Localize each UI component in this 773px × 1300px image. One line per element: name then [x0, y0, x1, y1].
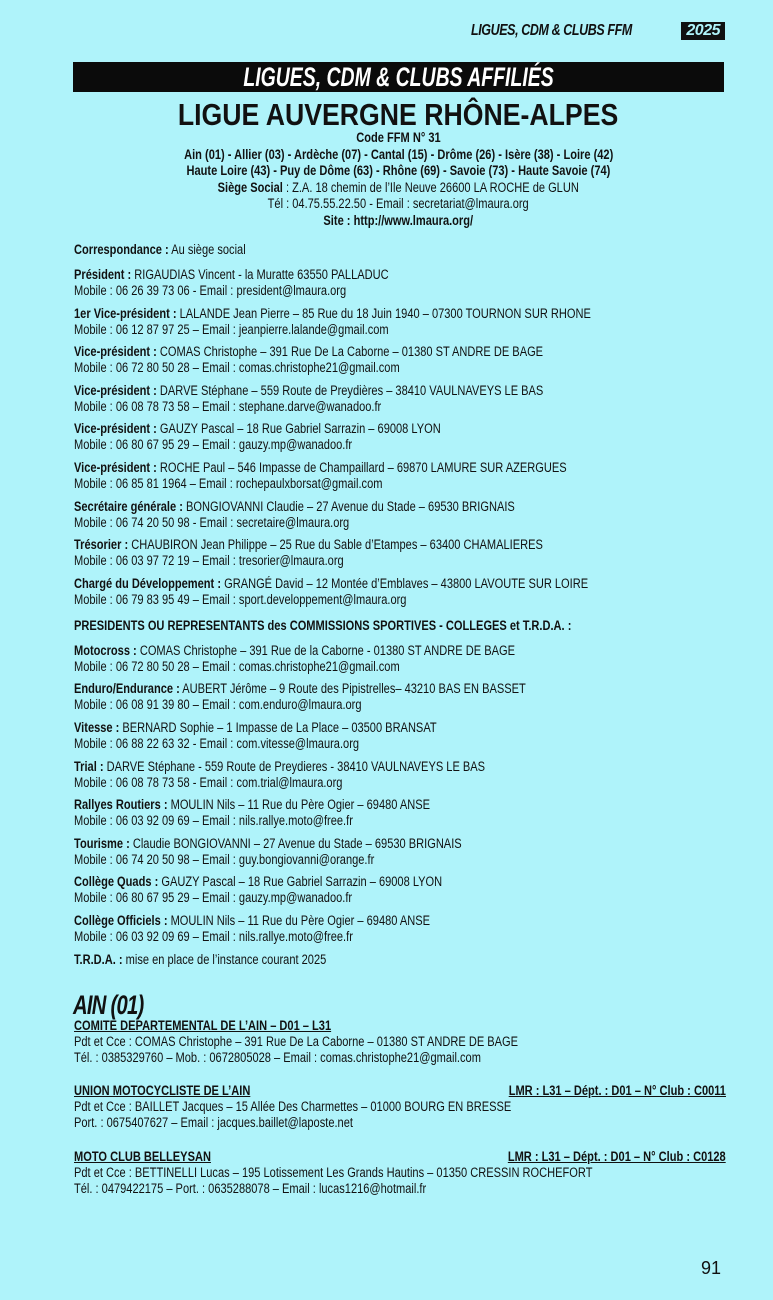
- ligue-tel: Tél : 04.75.55.22.50 - Email : secretariat@lmaura.org: [267, 196, 530, 212]
- bureau-list: [74, 267, 726, 608]
- contact-entry: [74, 267, 726, 299]
- contact-role: Vice-président :: [74, 344, 157, 360]
- contact-line-2: [74, 476, 726, 492]
- contact-phone-email: Mobile : 06 03 97 72 19 – Email : tresorier@lmaura.org: [74, 553, 344, 569]
- contact-line-2: [74, 360, 726, 376]
- contact-phone-email: Mobile : 06 03 92 09 69 – Email : nils.rallye.moto@free.fr: [74, 928, 353, 944]
- contact-phone-email: Mobile : 06 79 83 95 49 – Email : sport.developpement@lmaura.org: [74, 591, 407, 607]
- contact-role: Collège Officiels :: [74, 912, 168, 928]
- contact-role: Collège Quads :: [74, 874, 159, 890]
- contact-role: Vice-président :: [74, 421, 157, 437]
- ligue-siege: Siège Social : Z.A. 18 chemin de l’Ile Neuve 26600 LA ROCHE de GLUN: [217, 179, 580, 195]
- comite-name: COMITE DEPARTEMENTAL DE L’AIN – D01 – L31: [74, 1018, 332, 1033]
- contact-line-1: [74, 460, 726, 476]
- contact-line-1: [74, 383, 726, 399]
- contact-line-2: [74, 592, 726, 608]
- club-entry: [74, 1149, 726, 1197]
- contact-address: CHAUBIRON Jean Philippe – 25 Rue du Sable d’Etampes – 63400 CHAMALIERES: [128, 537, 543, 553]
- contact-line-2: [74, 322, 726, 338]
- contact-address: GRANGÉ David – 12 Montée d’Emblaves – 43800 LAVOUTE SUR LOIRE: [221, 575, 589, 591]
- contact-phone-email: Mobile : 06 26 39 73 06 - Email : president@lmaura.org: [74, 283, 347, 298]
- club-line-2: Port. : 0675407627 – Email : jacques.baillet@laposte.net: [74, 1115, 353, 1130]
- contact-address: DARVE Stéphane – 559 Route de Preydières – 38410 VAULNAVEYS LE BAS: [156, 382, 544, 398]
- contact-line-2: [74, 437, 726, 453]
- contact-line-1: [74, 643, 726, 659]
- contact-entry: [74, 720, 726, 752]
- contact-phone-email: Mobile : 06 12 87 97 25 – Email : jeanpierre.lalande@gmail.com: [74, 321, 389, 337]
- contact-line-2: [74, 736, 726, 752]
- contact-phone-email: Mobile : 06 74 20 50 98 – Email : guy.bongiovanni@orange.fr: [74, 851, 375, 867]
- section-banner: [73, 62, 724, 92]
- ligue-site-link[interactable]: Site : http://www.lmaura.org/: [323, 212, 474, 228]
- contact-line-2: [74, 929, 726, 945]
- contact-entry: [74, 344, 726, 376]
- ligue-departements-1: Ain (01) - Allier (03) - Ardèche (07) - Cantal (15) - Drôme (26) - Isère (38) - Loire (42): [183, 146, 614, 162]
- contact-phone-email: Mobile : 06 08 78 73 58 – Email : stephane.darve@wanadoo.fr: [74, 398, 382, 414]
- contact-entry: [74, 874, 726, 906]
- contact-line-1: [74, 267, 726, 283]
- contact-address: GAUZY Pascal – 18 Rue Gabriel Sarrazin – 69008 LYON: [158, 874, 443, 890]
- ligue-departements-2: Haute Loire (43) - Puy de Dôme (63) - Rhône (69) - Savoie (73) - Haute Savoie (74): [186, 163, 611, 179]
- comite-line-1: Pdt et Cce : COMAS Christophe – 391 Rue De La Caborne – 01380 ST ANDRE DE BAGE: [74, 1034, 519, 1049]
- contact-entry: [74, 537, 726, 569]
- contact-line-2: [74, 775, 726, 791]
- commissions-list: [74, 643, 726, 945]
- contact-entry: [74, 643, 726, 675]
- contact-line-1: [74, 421, 726, 437]
- contact-address: BERNARD Sophie – 1 Impasse de La Place – 03500 BRANSAT: [119, 719, 437, 735]
- contact-role: Vice-président :: [74, 459, 157, 475]
- contact-entry: [74, 681, 726, 713]
- ligue-title: [73, 96, 724, 134]
- contact-address: AUBERT Jérôme – 9 Route des Pipistrelles– 43210 BAS EN BASSET: [179, 681, 526, 697]
- contact-line-1: [74, 759, 726, 775]
- contact-line-1: [74, 537, 726, 553]
- commissions-header: PRESIDENTS OU REPRESENTANTS des COMMISSIONS SPORTIVES - COLLEGES et T.R.D.A. :: [74, 617, 572, 633]
- contact-line-2: [74, 890, 726, 906]
- contact-address: DARVE Stéphane - 559 Route de Preydieres - 38410 VAULNAVEYS LE BAS: [103, 758, 486, 774]
- contact-address: COMAS Christophe – 391 Rue De La Caborne – 01380 ST ANDRE DE BAGE: [156, 344, 544, 360]
- contact-entry: [74, 421, 726, 453]
- club-code: LMR : L31 – Dépt. : D01 – N° Club : C0128: [508, 1149, 726, 1164]
- ligue-code: Code FFM N° 31: [356, 130, 441, 145]
- contact-line-2: [74, 553, 726, 569]
- club-entry: [74, 1083, 726, 1131]
- correspondance: Correspondance : Au siège social: [74, 242, 246, 257]
- contact-entry: [74, 499, 726, 531]
- contact-role: Motocross :: [74, 642, 137, 658]
- contact-address: GAUZY Pascal – 18 Rue Gabriel Sarrazin – 69008 LYON: [156, 421, 441, 437]
- club-line-1: Pdt et Cce : BAILLET Jacques – 15 Allée Des Charmettes – 01000 BOURG EN BRESSE: [74, 1099, 512, 1114]
- contact-line-1: [74, 836, 726, 852]
- contact-line-1: [74, 913, 726, 929]
- contact-address: MOULIN Nils – 11 Rue du Père Ogier – 69480 ANSE: [167, 797, 431, 813]
- contact-phone-email: Mobile : 06 72 80 50 28 – Email : comas.christophe21@gmail.com: [74, 360, 400, 376]
- running-header-text: LIGUES, CDM & CLUBS FFM: [471, 22, 633, 39]
- contact-address: ROCHE Paul – 546 Impasse de Champaillard – 69870 LAMURE SUR AZERGUES: [156, 459, 567, 475]
- club-name: UNION MOTOCYCLISTE DE L’AIN: [74, 1083, 251, 1098]
- contact-phone-email: Mobile : 06 80 67 95 29 – Email : gauzy.mp@wanadoo.fr: [74, 437, 353, 453]
- club-header: [74, 1083, 726, 1099]
- club-code: LMR : L31 – Dépt. : D01 – N° Club : C0011: [508, 1083, 726, 1098]
- club-line-1: Pdt et Cce : BETTINELLI Lucas – 195 Lotissement Les Grands Hautins – 01350 CRESSIN ROCHEFORT: [74, 1165, 593, 1180]
- contact-role: Vice-président :: [74, 382, 157, 398]
- page-number: 91: [700, 1258, 721, 1278]
- comite-ain: [74, 1018, 726, 1066]
- contact-line-2: [74, 697, 726, 713]
- ligue-body: [74, 242, 726, 974]
- contact-role: Tourisme :: [74, 835, 130, 851]
- contact-role: Rallyes Routiers :: [74, 797, 168, 813]
- club-name: MOTO CLUB BELLEYSAN: [74, 1149, 211, 1164]
- contact-line-1: [74, 576, 726, 592]
- contact-entry: [74, 797, 726, 829]
- contact-line-2: [74, 813, 726, 829]
- contact-role: Président :: [74, 267, 132, 282]
- contact-entry: [74, 383, 726, 415]
- contact-role: 1er Vice-président :: [74, 305, 177, 321]
- contact-entry: [74, 913, 726, 945]
- contact-line-1: [74, 499, 726, 515]
- contact-role: Trésorier :: [74, 537, 129, 553]
- contact-role: Vitesse :: [74, 719, 120, 735]
- club-line-2: Tél. : 0479422175 – Port. : 0635288078 – Email : lucas1216@hotmail.fr: [74, 1181, 427, 1196]
- contact-line-2: [74, 852, 726, 868]
- running-header-year: 2025: [681, 22, 725, 40]
- contact-phone-email: Mobile : 06 88 22 63 32 - Email : com.vitesse@lmaura.org: [74, 735, 360, 751]
- contact-address: RIGAUDIAS Vincent - la Muratte 63550 PALLADUC: [131, 267, 389, 282]
- contact-phone-email: Mobile : 06 85 81 1964 – Email : rochepaulxborsat@gmail.com: [74, 475, 383, 491]
- contact-entry: [74, 576, 726, 608]
- contact-role: Secrétaire générale :: [74, 498, 183, 514]
- contact-role: Enduro/Endurance :: [74, 681, 180, 697]
- comite-line-2: Tél. : 0385329760 – Mob. : 0672805028 – Email : comas.christophe21@gmail.com: [74, 1050, 481, 1065]
- ligue-title-text: LIGUE AUVERGNE RHÔNE-ALPES: [178, 97, 619, 132]
- contact-line-1: [74, 306, 726, 322]
- contact-address: Claudie BONGIOVANNI – 27 Avenue du Stade – 69530 BRIGNAIS: [129, 835, 462, 851]
- contact-address: LALANDE Jean Pierre – 85 Rue du 18 Juin 1940 – 07300 TOURNON SUR RHONE: [176, 305, 591, 321]
- section-banner-text: LIGUES, CDM & CLUBS AFFILIÉS: [243, 62, 554, 92]
- contact-phone-email: Mobile : 06 03 92 09 69 – Email : nils.rallye.moto@free.fr: [74, 813, 353, 829]
- contact-phone-email: Mobile : 06 74 20 50 98 - Email : secretaire@lmaura.org: [74, 514, 350, 530]
- contact-entry: [74, 306, 726, 338]
- contact-line-2: [74, 283, 726, 299]
- contact-phone-email: Mobile : 06 08 91 39 80 – Email : com.enduro@lmaura.org: [74, 697, 362, 713]
- contact-role: Trial :: [74, 758, 104, 774]
- contact-line-1: [74, 681, 726, 697]
- contact-phone-email: Mobile : 06 08 78 73 58 - Email : com.trial@lmaura.org: [74, 774, 343, 790]
- contact-address: COMAS Christophe – 391 Rue de la Caborne - 01380 ST ANDRE DE BAGE: [136, 642, 515, 658]
- contact-line-1: [74, 797, 726, 813]
- trda: T.R.D.A. : mise en place de l’instance courant 2025: [74, 951, 327, 967]
- contact-address: MOULIN Nils – 11 Rue du Père Ogier – 69480 ANSE: [167, 912, 431, 928]
- contact-line-2: [74, 515, 726, 531]
- contact-line-1: [74, 720, 726, 736]
- contact-entry: [74, 836, 726, 868]
- contact-address: BONGIOVANNI Claudie – 27 Avenue du Stade – 69530 BRIGNAIS: [182, 498, 515, 514]
- ligue-info: [73, 130, 724, 230]
- ain-section-title: AIN (01): [73, 990, 144, 1020]
- contact-entry: [74, 759, 726, 791]
- contact-entry: [74, 460, 726, 492]
- contact-phone-email: Mobile : 06 72 80 50 28 – Email : comas.christophe21@gmail.com: [74, 658, 400, 674]
- club-header: [74, 1149, 726, 1165]
- contact-line-2: [74, 399, 726, 415]
- running-header: [471, 22, 725, 40]
- contact-line-2: [74, 659, 726, 675]
- contact-line-1: [74, 344, 726, 360]
- contact-role: Chargé du Développement :: [74, 575, 222, 591]
- contact-line-1: [74, 874, 726, 890]
- contact-phone-email: Mobile : 06 80 67 95 29 – Email : gauzy.mp@wanadoo.fr: [74, 890, 353, 906]
